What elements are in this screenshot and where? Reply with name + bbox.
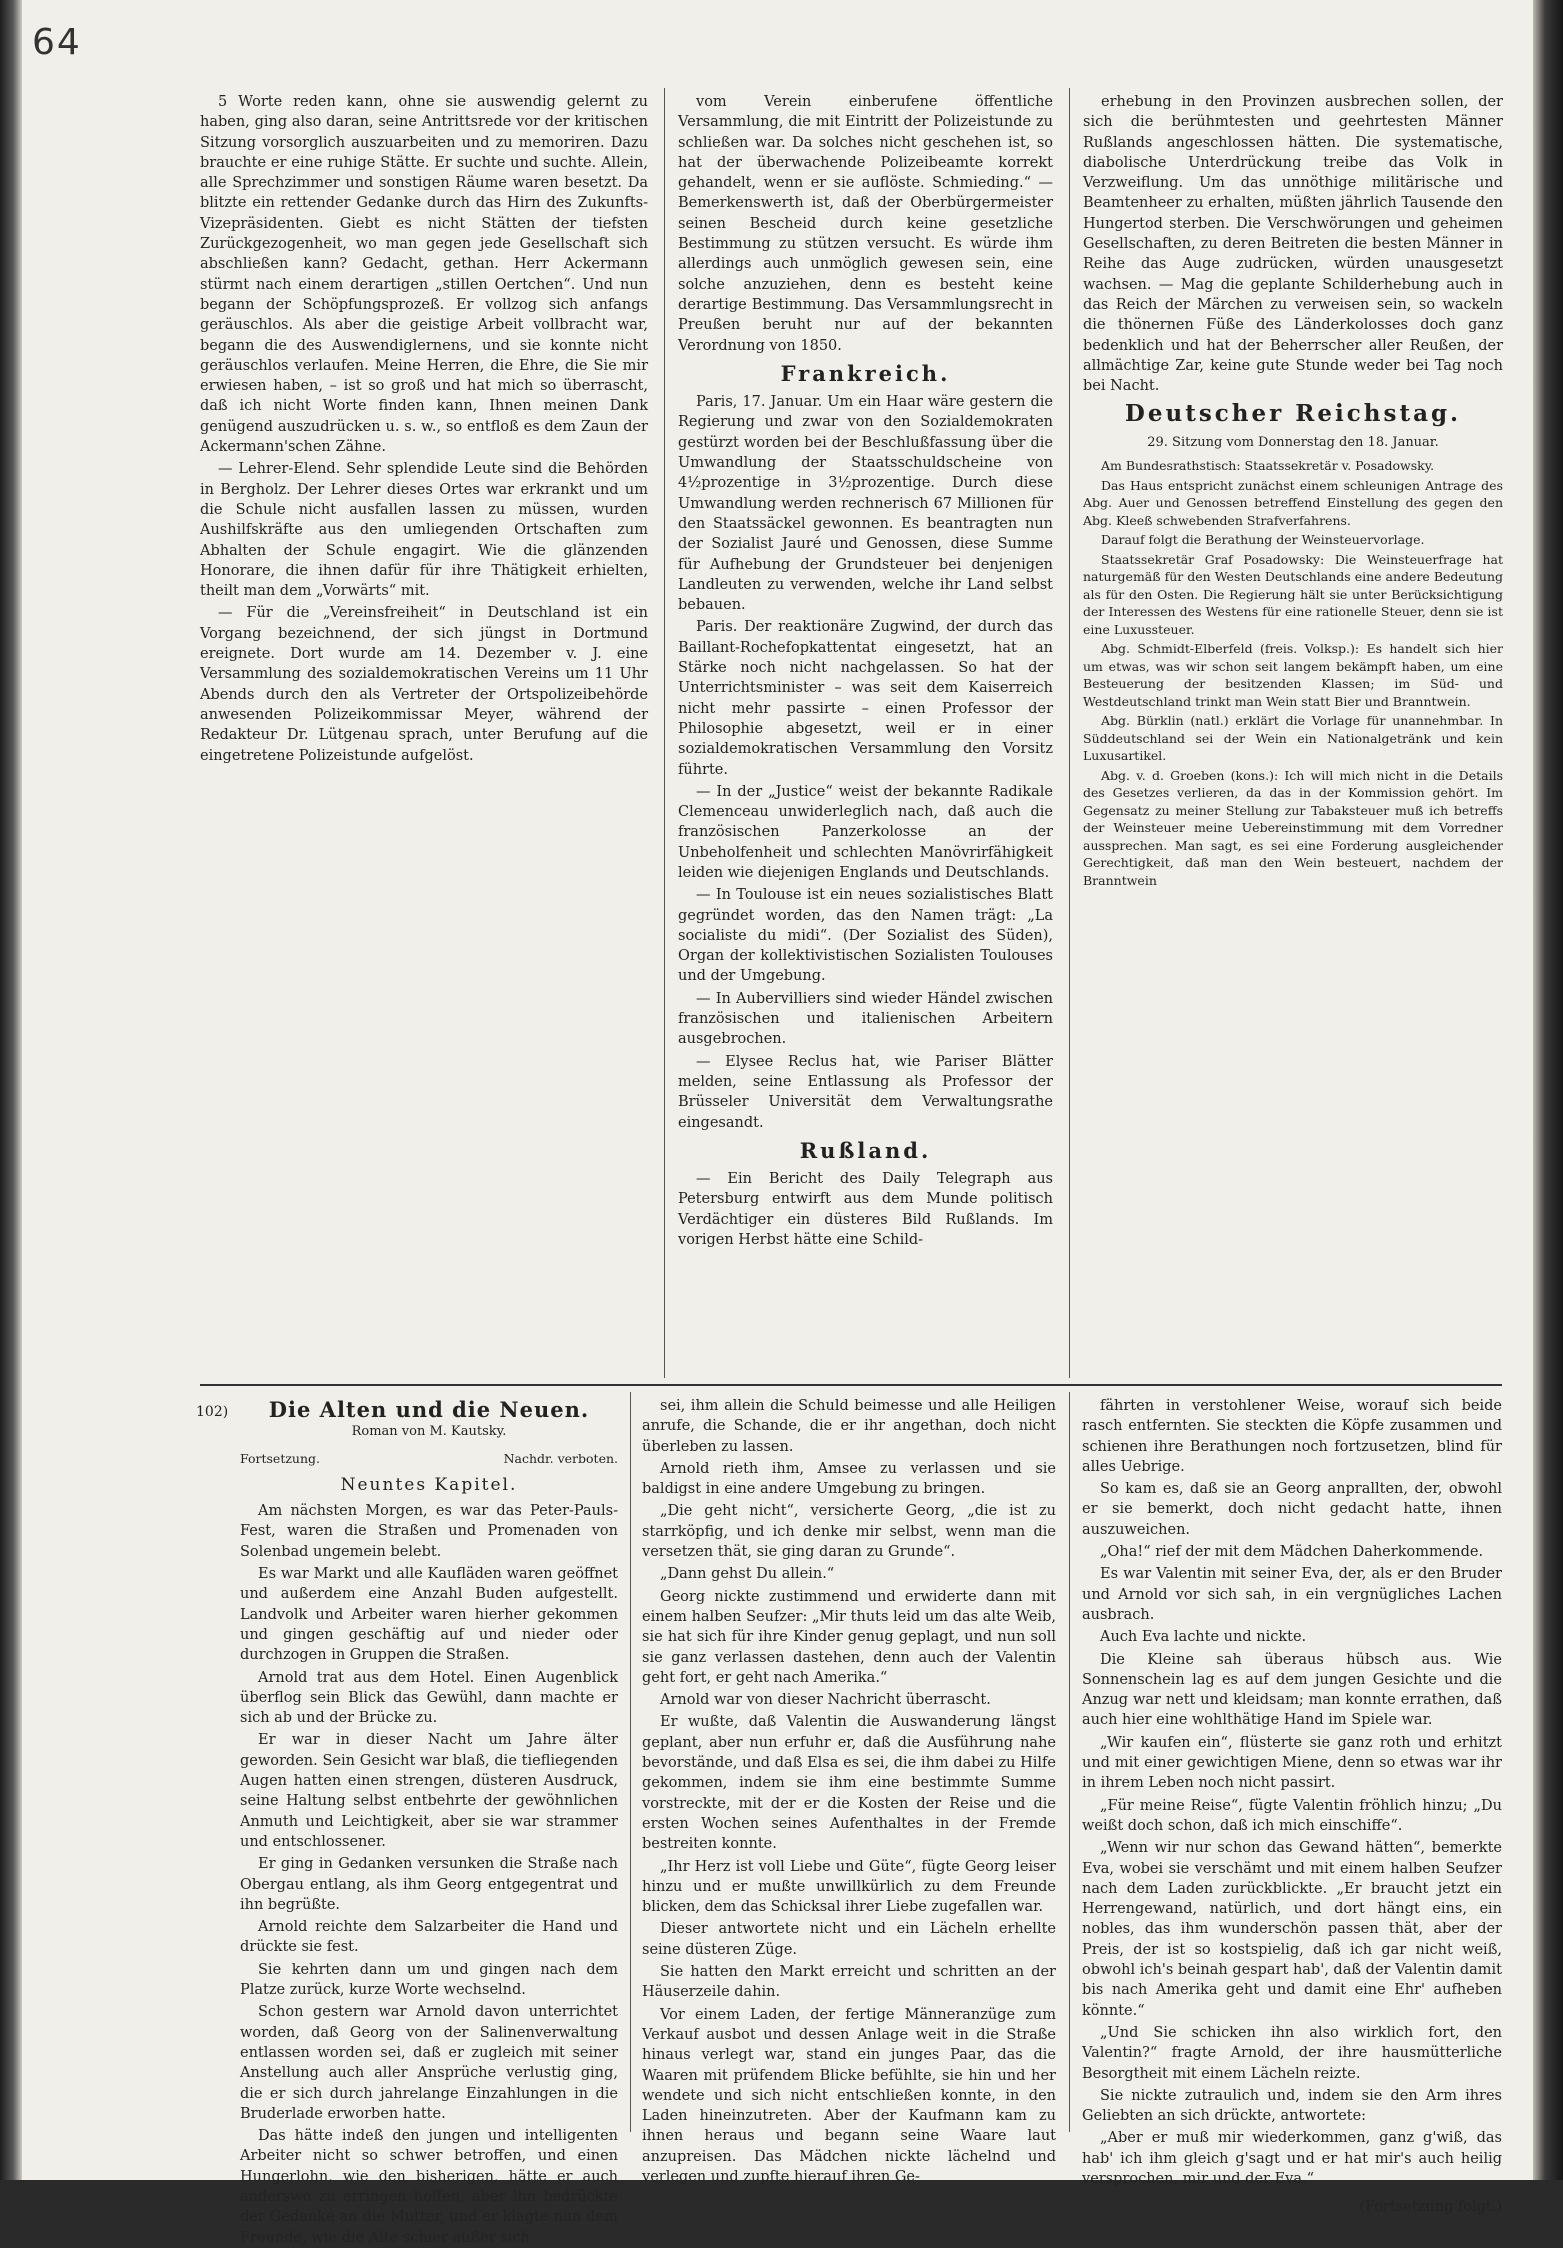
report-paragraph: Abg. Bürklin (natl.) erklärt die Vorlage für unannehmbar. In Süddeutschland sei der Wein ein Nationalgetränk und kein Luxusartikel. [1083,713,1503,764]
article-paragraph: — In Toulouse ist ein neues sozialistisches Blatt gegründet worden, das den Namen trägt: „La socialiste du midi“. (Der Sozialist des Süden), Organ der kollektivistischen Sozialisten Toulouses und der Umgebung. [678,887,1053,985]
novel-paragraph: „Wir kaufen ein“, flüsterte sie ganz roth und erhitzt und mit einer gewichtigen Miene, denn so etwas war ihr in ihrem Leben noch nicht passirt. [1082,1734,1502,1792]
article-paragraph: — Elysee Reclus hat, wie Pariser Blätter melden, seine Entlassung als Professor der Brüsseler Universität dem Verwaltungsrathe eingesandt. [678,1053,1053,1131]
novel-paragraph: Georg nickte zustimmend und erwiderte dann mit einem halben Seufzer: „Mir thuts leid um das alte Weib, sie hat sich für ihre Kinder genug geplagt, und nun soll sie ganz verlassen dastehen, denn auch der Valentin geht fort, er geht nach Amerika.“ [642,1588,1056,1686]
novel-paragraph: Er wußte, daß Valentin die Auswanderung längst geplant, aber nun erfuhr er, daß die Ausführung nahe bevorstände, und daß Elsa es sei, die ihm dabei zu Hilfe gekommen, indem sie ihm eine bestimmte Summe vorstreckte, mit der er die Kosten der Reise und die ersten Wochen seines Aufenthaltes in der Fremde bestreiten konnte. [642,1714,1056,1853]
novel-paragraph: Vor einem Laden, der fertige Männeranzüge zum Verkauf ausbot und dessen Anlage weit in die Straße hinaus verlegt war, stand ein junges Paar, das die Waaren mit prüfendem Blicke befühlte, sie hin und her wendete und sich nicht entschließen konnte, in den Laden hineinzutreten. Aber der Kaufmann kam zu ihnen heraus und begann seine Waare laut anzupreisen. Das Mädchen nickte lächelnd und verlegen und zupfte hierauf ihren Ge- [642,2006,1056,2185]
report-paragraph: Abg. Schmidt-Elberfeld (freis. Volksp.): Es handelt sich hier um etwas, was wir schon seit langem bekämpft haben, um eine Besteuerung der besitzenden Klassen; im Süd- und Westdeutschland trinkt man Wein statt Bier und Branntwein. [1083,641,1503,709]
article-paragraph: 5 Worte reden kann, ohne sie auswendig gelernt zu haben, ging also daran, seine Antrittsrede vor der kritischen Sitzung vorsorglich auszuarbeiten und zu memoriren. Dazu brauchte er eine ruhige Stätte. Er suchte und suchte. Allein, alle Sprechzimmer und sonstigen Räume waren besetzt. Da blitzte ein rettender Gedanke durch das Hirn des Zukunfts-Vizepräsidenten. Giebt es nicht Stätten der tiefsten Zurückgezogenheit, wo man gegen jede Gesellschaft sich abschließen kann? Gedacht, gethan. Herr Ackermann stürmt nach einem derartigen „stillen Oertchen“. Und nun begann der Schöpfungsprozeß. Er vollzog sich anfangs geräuschlos. Als aber die geistige Arbeit vollbracht war, begann die des Auswendiglernens, und sie konnte nicht geräuschlos verlaufen. Meine Herren, die Ehre, die Sie mir erwiesen haben, – ist so groß und hat mich so überrascht, daß ich nicht Worte finden kann, Ihnen meinen Dank genügend auszudrücken u. s. w., so entfloß es dem Zaun der Ackermann'schen Zähne. [200,94,648,456]
novel-paragraph: Am nächsten Morgen, es war das Peter-Pauls-Fest, waren die Straßen und Promenaden von Solenbad ungemein belebt. [240,1503,618,1560]
novel-paragraph: Er war in dieser Nacht um Jahre älter geworden. Sein Gesicht war blaß, die tiefliegenden Augen hatten einen strengen, düsteren Ausdruck, seine Haltung selbst entbehrte der gewöhnlichen Anmuth und Leichtigkeit, aber sie war strammer und entschlossener. [240,1732,618,1850]
novel-paragraph: Arnold reichte dem Salzarbeiter die Hand und drückte sie fest. [240,1919,618,1956]
session-subheading: 29. Sitzung vom Donnerstag den 18. Januar. [1147,434,1439,450]
novel-paragraph: „Die geht nicht“, versicherte Georg, „die ist zu starrköpfig, und ich denke mir selbst, wenn man die versetzen thät, sie ging daran zu Grunde“. [642,1503,1056,1561]
novel-paragraph: Arnold rieth ihm, Amsee zu verlassen und sie baldigst in eine andere Umgebung zu bringen. [642,1460,1056,1498]
article-paragraph: — In der „Justice“ weist der bekannte Radikale Clemenceau unwiderleglich nach, daß auch die französischen Panzerkolosse an der Unbeholfenheit und schlechten Manövrirfähigkeit leiden wie diejenigen Englands und Deutschlands. [678,783,1053,881]
novel-paragraph: „Wenn wir nur schon das Gewand hätten“, bemerkte Eva, wobei sie verschämt und mit einem halben Seufzer nach dem Laden zurückblickte. „Er braucht jetzt ein Herrengewand, natürlich, und dort hängt eins, ein nobles, das ihm wunderschön passen thät, aber der Preis, der ist so kostspielig, daß ich gar nicht weiß, obwohl ich's beinah gespart hab', daß der Valentin damit bis nach Amerika geht und damit eine Ehr' aufheben könnte.“ [1082,1840,1502,2019]
chapter-heading: Neuntes Kapitel. [340,1474,518,1495]
feuilleton-column-1 [240,1396,618,2246]
novel-paragraph: „Ihr Herz ist voll Liebe und Güte“, fügte Georg leiser hinzu und er mußte unwillkürlich zu dem Freunde blicken, dem das Schicksal ihrer Liebe zugefallen war. [642,1858,1056,1916]
feuilleton-number: 102) [196,1404,229,1420]
novel-paragraph: So kam es, daß sie an Georg anprallten, der, obwohl er sie bemerkt, doch nicht gedacht hatte, ihnen auszuweichen. [1082,1481,1502,1538]
book-binding [0,0,22,2180]
column-rule [1069,1392,1070,2132]
feuilleton-column-3 [1082,1396,1502,2216]
novel-paragraph: Es war Markt und alle Kaufläden waren geöffnet und außerdem eine Anzahl Buden aufgestellt. Landvolk und Arbeiter waren hierher gekommen und gingen geschäftig auf und nieder oder durchzogen in Gruppen die Straßen. [240,1566,618,1664]
novel-paragraph: Er ging in Gedanken versunken die Straße nach Obergau entlang, als ihm Georg entgegentrat und ihn begrüßte. [240,1856,618,1913]
report-paragraph: Staatssekretär Graf Posadowsky: Die Weinsteuerfrage hat naturgemäß für den Westen Deutschlands eine andere Bedeutung als für den Osten. Die Regierung hält sie unter Berücksichtigung der Interessen des Westens für eine rationelle Steuer, denn sie ist eine Luxussteuer. [1083,551,1503,637]
article-paragraph: Paris, 17. Januar. Um ein Haar wäre gestern die Regierung und zwar von den Sozialdemokraten gestürzt worden bei der Beschlußfassung über die Umwandlung der Staatsschuldscheine von 4½prozentige in 3½prozentige. Durch diese Umwandlung werden rechnerisch 67 Millionen für den Staatssäckel gewonnen. Es beantragten nun der Sozialist Jauré und Genossen, diese Summe für Aufhebung der Grundsteuer bei denjenigen Landleuten zu verwenden, welche ihr Land selbst bebauen. [678,394,1053,614]
page-number: 64 [32,22,82,63]
article-column-1 [200,92,648,1377]
novel-paragraph: Das hätte indeß den jungen und intelligenten Arbeiter nicht so schwer betroffen, und einen Hungerlohn, wie den bisherigen, hätte er auch anderswo zu erringen hoffen, aber ihn bedrückte der Gedanke an die Mutter, und er klagte nun dem Freunde, wie die Alte schier außer sich [240,2128,618,2246]
novel-paragraph: Sie hatten den Markt erreicht und schritten an der Häuserzeile dahin. [642,1964,1056,2001]
report-paragraph: Abg. v. d. Groeben (kons.): Ich will mich nicht in die Details des Gesetzes verlieren, da das in der Kommission gehört. Im Gegensatz zu meiner Stellung zur Tabaksteuer muß ich betreffs der Weinsteuer meine Uebereinstimmung mit dem Vorredner aussprechen. Man sagt, es sei eine Forderung ausgleichender Gerechtigkeit, daß man den Wein besteuert, nachdem der Branntwein [1083,767,1503,888]
novel-paragraph: „Aber er muß mir wiederkommen, ganz g'wiß, das hab' ich ihm gleich g'sagt und er hat mir's auch heilig versprochen, mir und der Eva.“ [1082,2130,1502,2187]
article-paragraph: erhebung in den Provinzen ausbrechen sollen, der sich die berühmtesten und geehrtesten Männer Rußlands angeschlossen hätten. Die systematische, diabolische Unterdrückung treibe das Volk in Verzweiflung. Um das unnöthige militärische und Beamtenheer zu erhalten, müßten jährlich Tausende den Hungertod sterben. Die Verschwörungen und geheimen Gesellschaften, zu deren Beitreten die besten Männer in Reihe das Auge zudrücken, würden unausgesetzt wachsen. — Mag die geplante Schilderhebung auch in das Reich der Märchen zu verweisen sein, so wackeln die thönernen Füße des Länderkolosses doch ganz bedenklich und hat der Beherrscher aller Reußen, der allmächtige Zar, keine gute Stunde weder bei Tag noch bei Nacht. [1083,94,1503,395]
novel-paragraph: „Oha!“ rief der mit dem Mädchen Daherkommende. [1100,1544,1484,1561]
novel-paragraph: Dieser antwortete nicht und ein Lächeln erhellte seine düsteren Züge. [642,1921,1056,1958]
novel-paragraph: Schon gestern war Arnold davon unterrichtet worden, daß Georg von der Salinenverwaltung entlassen worden sei, daß er zugleich mit seiner Anstellung auch aller Ansprüche verlustig ging, die er sich durch jahrelange Einzahlungen in die Bruderlade erworben hatte. [240,2004,618,2122]
novel-paragraph: Arnold war von dieser Nachricht überrascht. [660,1692,991,1709]
to-be-continued: (Fortsetzung folgt.) [1359,2199,1502,2216]
section-heading-reichstag: Deutscher Reichstag. [1124,400,1462,428]
report-paragraph: Am Bundesrathstisch: Staatssekretär v. Posadowsky. [1101,458,1435,474]
column-rule [630,1392,631,2132]
article-paragraph: Paris. Der reaktionäre Zugwind, der durch das Baillant-Rochefopkattentat eingesetzt, hat an Stärke noch nicht nachgelassen. So hat der Unterrichtsminister – was seit dem Kaiserreich nicht mehr passirte – einen Professor der Philosophie abgesetzt, weil er in einer sozialdemokratischen Versammlung den Vorsitz führte. [678,619,1053,778]
feuilleton-column-2 [642,1396,1056,2185]
novel-paragraph: fährten in verstohlener Weise, worauf sich beide rasch entfernten. Sie steckten die Köpfe zusammen und schienen ihre Berathungen noch fortzusetzen, blind für alles Uebrige. [1082,1398,1502,1475]
article-paragraph: — In Aubervilliers sind wieder Händel zwischen französischen und italienischen Arbeitern ausgebrochen. [678,990,1053,1048]
novel-paragraph: Die Kleine sah überaus hübsch aus. Wie Sonnenschein lag es auf dem jungen Gesichte und die Anzug war nett und kleidsam; man konnte errathen, daß auch hier eine wohlthätige Hand im Spiele war. [1082,1651,1502,1729]
continuation-note: Fortsetzung. [240,1450,321,1466]
article-column-2 [678,92,1053,1377]
novel-paragraph: Arnold trat aus dem Hotel. Einen Augenblick überflog sein Blick das Gewühl, dann machte er sich ab und der Brücke zu. [240,1669,618,1727]
feuilleton-title: Die Alten und die Neuen. [268,1397,590,1422]
novel-paragraph: „Und Sie schicken ihn also wirklich fort, den Valentin?“ fragte Arnold, der ihre hausmütterliche Besorgtheit mit einem Lächeln reizte. [1082,2024,1502,2082]
novel-paragraph: „Dann gehst Du allein.“ [660,1566,835,1583]
feuilleton-divider [200,1384,1502,1386]
article-paragraph: — Für die „Vereinsfreiheit“ in Deutschland ist ein Vorgang bezeichnend, der sich jüngst in Dortmund ereignete. Dort wurde am 14. Dezember v. J. eine Versammlung des sozialdemokratischen Vereins um 11 Uhr Abends durch den als Vertreter der Ortspolizeibehörde anwesenden Polizeikommissar Meyer, während der Redakteur Dr. Lütgenau sprach, unter Berufung auf die eingetretene Polizeistunde aufgelöst. [200,605,648,764]
article-paragraph: — Lehrer-Elend. Sehr splendide Leute sind die Behörden in Bergholz. Der Lehrer dieses Ortes war erkrankt und um die Schule nicht ausfallen lassen zu müssen, wurden Aushilfskräfte aus den umliegenden Ortschaften zum Abhalten der Schule engagirt. Wie die glänzenden Honorare, die ihnen dafür für ihre Thätigkeit erhielten, theilt man dem „Vorwärts“ mit. [200,461,648,600]
novel-paragraph: Auch Eva lachte und nickte. [1100,1629,1307,1646]
novel-paragraph: Sie kehrten dann um und gingen nach dem Platze zurück, kurze Worte wechselnd. [240,1961,618,1999]
section-heading-frankreich: Frankreich. [780,360,951,386]
report-paragraph: Darauf folgt die Berathung der Weinsteuervorlage. [1101,532,1425,548]
article-paragraph: vom Verein einberufene öffentliche Versammlung, die mit Eintritt der Polizeistunde zu schließen war. Da solches nicht geschehen ist, so hat der überwachende Polizeibeamte korrekt gehandelt, wenn er sie auflöste. Schmieding.“ — Bemerkenswerth ist, daß der Oberbürgermeister seinen Bescheid durch keine gesetzliche Bestimmung zu stützen versucht. Es würde ihm allerdings auch unmöglich gewesen sein, eine solche anzuziehen, denn es besteht keine derartige Bestimmung. Das Versammlungsrecht in Preußen beruht nur auf der bekannten Verordnung von 1850. [678,94,1053,354]
page-edge [1533,0,1563,2180]
section-heading-russland: Rußland. [799,1137,932,1163]
novel-paragraph: „Für meine Reise“, fügte Valentin fröhlich hinzu; „Du weißt doch schon, daß ich mich einschiffe“. [1082,1797,1502,1834]
article-column-3 [1083,92,1503,1377]
article-paragraph: — Ein Bericht des Daily Telegraph aus Petersburg entwirft aus dem Munde politisch Verdächtiger ein düsteres Bild Rußlands. Im vorigen Herbst hätte eine Schild- [678,1171,1053,1249]
column-rule [664,88,665,1378]
column-rule [1069,88,1070,1378]
novel-paragraph: Es war Valentin mit seiner Eva, der, als er den Bruder und Arnold vor sich sah, in ein vergnügliches Lachen ausbrach. [1082,1566,1502,1623]
novel-paragraph: sei, ihm allein die Schuld beimesse und alle Heiligen anrufe, die Schande, die er ihr angethan, doch nicht überleben zu lassen. [642,1398,1056,1455]
report-paragraph: Das Haus entspricht zunächst einem schleunigen Antrage des Abg. Auer und Genossen betreffend Einstellung des gegen den Abg. Kleeß schwebenden Strafverfahrens. [1083,477,1503,528]
novel-paragraph: Sie nickte zutraulich und, indem sie den Arm ihres Geliebten an sich drückte, antwortete: [1082,2087,1502,2125]
reprint-note: Nachdr. verboten. [503,1450,618,1466]
feuilleton-author: Roman von M. Kautsky. [351,1424,507,1440]
